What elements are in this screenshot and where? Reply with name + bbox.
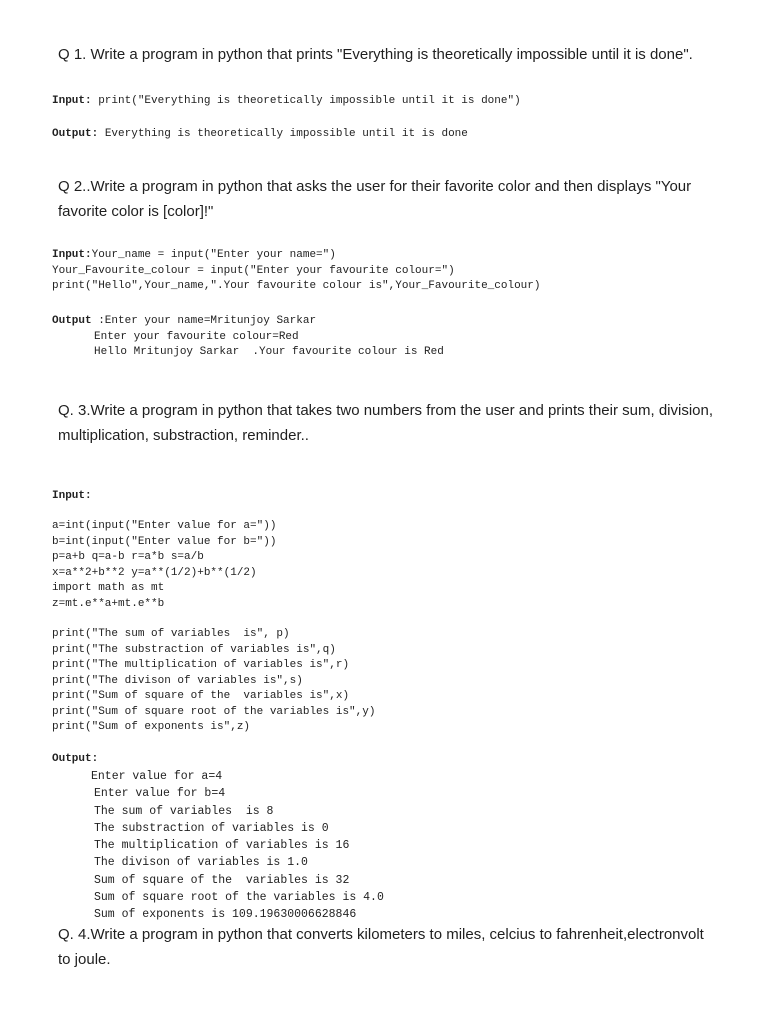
- q3-output-line: Sum of exponents is 109.19630006628846: [94, 908, 357, 922]
- q3-output-line: The divison of variables is 1.0: [94, 856, 308, 870]
- q1-question: Q 1. Write a program in python that prints "Everything is theoretically impossible until it is done".: [58, 46, 693, 63]
- q3-code-line: z=mt.e**a+mt.e**b: [52, 597, 165, 610]
- q2-output: [52, 314, 444, 361]
- q2-input-line: print("Hello",Your_name,".Your favourite colour is",Your_Favourite_colour): [52, 280, 541, 292]
- q3-output-line: The sum of variables is 8: [94, 804, 274, 818]
- q3-code-block2: [52, 627, 375, 736]
- q3-code-line: print("The multiplication of variables is",r): [52, 659, 350, 671]
- q3-question-line1: Q. 3.Write a program in python that takes two numbers from the user and prints their sum, division,: [58, 402, 714, 419]
- q2-input-line: Your_Favourite_colour = input("Enter your favourite colour="): [52, 264, 455, 277]
- q3-code-line: b=int(input("Enter value for b=")): [52, 535, 277, 548]
- q3-input-label: Input:: [52, 490, 92, 502]
- q3-question-line2: multiplication, substraction, reminder..: [58, 427, 309, 444]
- q2-input-line: Your_name = input("Enter your name="): [91, 249, 336, 261]
- q3-output-line: Enter value for a=4: [91, 770, 223, 783]
- q2-question-line2: favorite color is [color]!": [58, 203, 214, 220]
- q3-output-line: The multiplication of variables is 16: [94, 839, 350, 853]
- q3-output-label: Output:: [52, 753, 99, 765]
- q1-output-label: Output:: [52, 128, 99, 140]
- q3-output-line: Sum of square root of the variables is 4.0: [94, 891, 384, 905]
- q3-code-line: print("Sum of square of the variables is",x): [52, 690, 350, 702]
- q3-code-line: print("The substraction of variables is",q): [52, 643, 336, 656]
- q2-question-line1: Q 2..Write a program in python that asks the user for their favorite color and then displays "Your: [58, 178, 692, 195]
- q3-output: [91, 768, 384, 924]
- q4-question-line1: Q. 4.Write a program in python that converts kilometers to miles, celcius to fahrenheit,electronvolt: [58, 926, 704, 943]
- q2-input-label: Input:: [52, 249, 92, 261]
- q2-output-line: Enter your favourite colour=Red: [94, 330, 299, 343]
- q3-output-line: Sum of square of the variables is 32: [94, 873, 350, 887]
- q3-output-line: Enter value for b=4: [94, 787, 226, 801]
- q3-code-line: print("Sum of exponents is",z): [52, 721, 251, 733]
- q1-output: [52, 127, 468, 143]
- q2-output-line: Hello Mritunjoy Sarkar .Your favourite colour is Red: [94, 346, 444, 358]
- q3-code-line: print("Sum of square root of the variables is",y): [52, 705, 376, 718]
- q1-input: [52, 94, 521, 110]
- q2-output-label: Output: [52, 315, 92, 327]
- q3-code-line: a=int(input("Enter value for a=")): [52, 520, 277, 532]
- q2-output-line: :Enter your name=Mritunjoy Sarkar: [91, 315, 317, 327]
- q4-question-line2: to joule.: [58, 951, 111, 968]
- q3-code-line: print("The sum of variables is", p): [52, 628, 290, 640]
- q1-input-label: Input:: [52, 95, 92, 107]
- q3-code-block1: [52, 519, 276, 612]
- q3-output-line: The substraction of variables is 0: [94, 821, 329, 835]
- q3-code-line: p=a+b q=a-b r=a*b s=a/b: [52, 551, 204, 563]
- q3-code-line: import math as mt: [52, 582, 165, 594]
- q3-code-line: x=a**2+b**2 y=a**(1/2)+b**(1/2): [52, 566, 257, 579]
- q2-input: [52, 248, 540, 295]
- q1-input-code: print("Everything is theoretically impossible until it is done"): [91, 95, 521, 107]
- q3-code-line: print("The divison of variables is",s): [52, 674, 303, 687]
- q1-output-text: Everything is theoretically impossible until it is done: [98, 128, 468, 140]
